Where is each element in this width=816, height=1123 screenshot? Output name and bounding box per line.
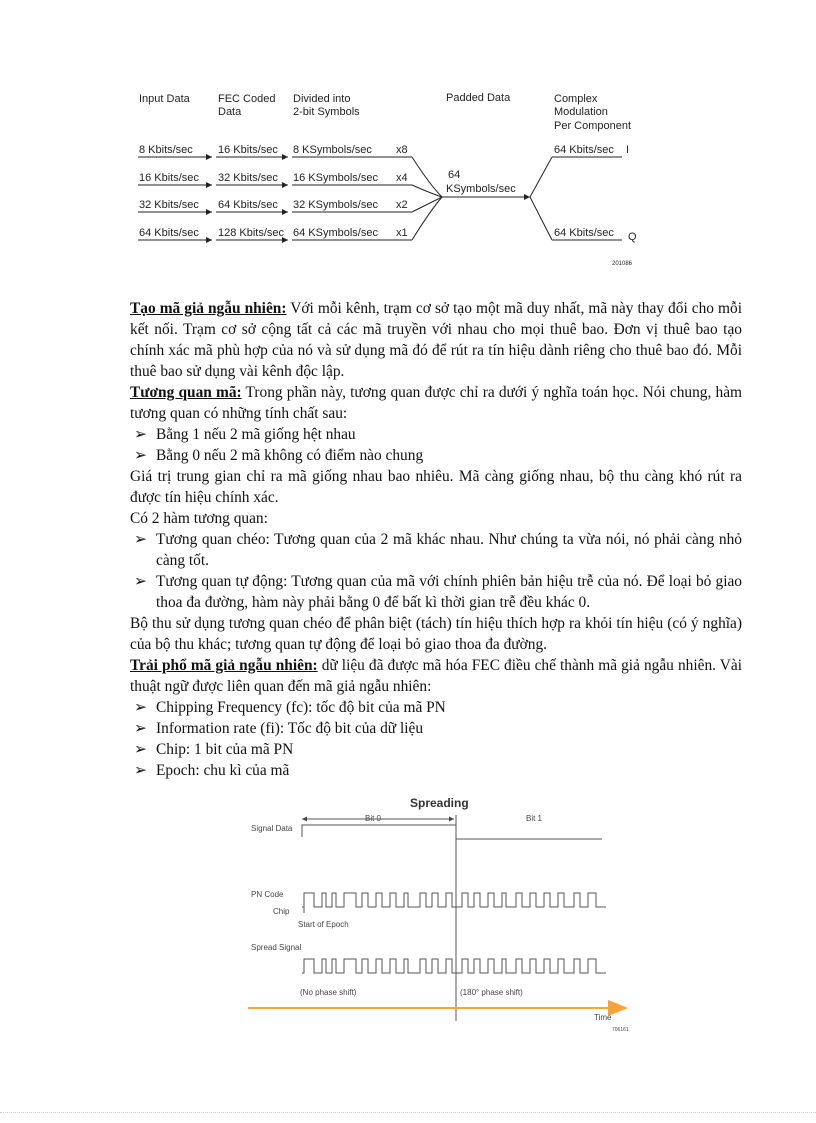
bullet-text: Tương quan chéo: Tương quan của 2 mã khác nhau. Như chúng ta vừa nói, nó phải càng nhỏ càng tốt.	[156, 531, 742, 569]
row-input: 64 Kbits/sec	[139, 227, 199, 239]
q-rate: 64 Kbits/sec	[554, 227, 614, 239]
q-label: Q	[628, 231, 637, 243]
paragraph-text: Trong phần này, tương quan được chỉ ra dưới ý nghĩa toán học. Nói chung, hàm tương quan có những tính chất sau:	[130, 384, 743, 422]
bullet-item	[130, 760, 742, 781]
arrow-bullet-icon: ➢	[134, 699, 147, 716]
row-mult: x1	[396, 227, 408, 239]
row-fec: 32 Kbits/sec	[218, 172, 278, 184]
bit1-label: Bit 1	[526, 814, 543, 823]
header-padded: Padded Data	[446, 92, 511, 104]
arrow-bullet-icon: ➢	[134, 573, 147, 590]
bullet-text: Chip: 1 bit của mã PN	[156, 741, 294, 758]
bullet-text: Tương quan tự động: Tương quan của mã với chính phiên bản hiệu trễ của nó. Để loại bỏ giao thoa đa đường, hàm này phải bằng 0 để bất kì thời gian trễ đều khác 0.	[156, 573, 742, 611]
bullet-item	[130, 739, 742, 760]
paragraph: Giá trị trung gian chỉ ra mã giống nhau bao nhiêu. Mã càng giống nhau, bộ thu càng khó rút ra được tín hiệu chính xác.	[130, 468, 742, 506]
header-fec-line2: Data	[218, 106, 242, 118]
bullet-item	[130, 529, 742, 571]
page-bottom-border	[0, 1112, 816, 1113]
header-divided-line1: Divided into	[293, 93, 351, 105]
data-rate-diagram	[130, 85, 650, 275]
pn-code-waveform	[302, 893, 606, 907]
header-complex-line3: Per Component	[554, 120, 632, 132]
i-label: I	[626, 144, 630, 156]
padded-rate-line1: 64	[448, 169, 461, 181]
bullet-text: Chipping Frequency (fc): tốc độ bit của mã PN	[156, 699, 446, 716]
arrow-bullet-icon: ➢	[134, 426, 147, 443]
paragraph	[130, 382, 742, 424]
time-label: Time	[594, 1013, 612, 1022]
spreading-title: Spreading	[410, 796, 469, 810]
body-text	[130, 298, 742, 781]
bullet-text: Bằng 1 nếu 2 mã giống hệt nhau	[156, 426, 356, 443]
bullet-item	[130, 718, 742, 739]
arrow-bullet-icon: ➢	[134, 762, 147, 779]
row-fec: 64 Kbits/sec	[218, 199, 278, 211]
header-complex-line2: Modulation	[554, 106, 608, 118]
bullet-text: Bằng 0 nếu 2 mã không có điểm nào chung	[156, 447, 424, 464]
header-input-data: Input Data	[139, 93, 190, 105]
row-symbols: 64 KSymbols/sec	[293, 227, 378, 239]
row-symbols: 16 KSymbols/sec	[293, 172, 378, 184]
section-heading: Tạo mã giả ngẫu nhiên:	[130, 300, 287, 317]
arrow-bullet-icon: ➢	[134, 720, 147, 737]
paragraph	[130, 655, 742, 697]
i-rate: 64 Kbits/sec	[554, 144, 614, 156]
bullet-item	[130, 697, 742, 718]
arrow-bullet-icon: ➢	[134, 447, 147, 464]
spread-signal-waveform	[302, 959, 606, 973]
bullet-item	[130, 424, 742, 445]
bullet-text: Information rate (fi): Tốc độ bit của dữ liệu	[156, 720, 424, 737]
flow-lines	[138, 157, 622, 240]
bullet-item	[130, 445, 742, 466]
chip-label: Chip	[273, 907, 290, 916]
row-input: 16 Kbits/sec	[139, 172, 199, 184]
row-fec: 128 Kbits/sec	[218, 227, 285, 239]
bullet-item	[130, 571, 742, 613]
header-fec-line1: FEC Coded	[218, 93, 276, 105]
figure-id: 201086	[612, 261, 633, 267]
signal-data-label: Signal Data	[251, 824, 293, 833]
arrow-bullet-icon: ➢	[134, 531, 147, 548]
row-symbols: 32 KSymbols/sec	[293, 199, 378, 211]
row-input: 32 Kbits/sec	[139, 199, 199, 211]
figure-id: 706161	[612, 1027, 629, 1033]
row-mult: x8	[396, 144, 408, 156]
bullet-text: Epoch: chu kì của mã	[156, 762, 290, 779]
section-heading: Tương quan mã:	[130, 384, 242, 401]
bit0-label: Bit 0	[365, 814, 382, 823]
pn-code-label: PN Code	[251, 890, 284, 899]
section-heading: Trải phổ mã giả ngẫu nhiên:	[130, 657, 318, 674]
paragraph: Bộ thu sử dụng tương quan chéo để phân biệt (tách) tín hiệu thích hợp ra khỏi tín hiệu (có ý nghĩa) của bộ thu khác; tương quan tự động để loại bỏ giao thoa đa đường.	[130, 615, 742, 653]
paragraph: Có 2 hàm tương quan:	[130, 510, 268, 527]
no-phase-shift-label: (No phase shift)	[300, 988, 357, 997]
paragraph-text: Với mỗi kênh, trạm cơ sở tạo một mã duy nhất, mã này thay đổi cho mỗi kết nối. Trạm cơ sở cộng tất cả các mã truyền với nhau cho mọi thuê bao. Đơn vị thuê bao tạo chính xác mã phù hợp của nó và sử dụng mã đó để rút ra tín hiệu dành riêng cho thuê bao đó. Mỗi thuê bao sử dụng vài kênh độc lập.	[130, 300, 742, 380]
row-mult: x2	[396, 199, 408, 211]
phase-shift-label: (180° phase shift)	[460, 988, 523, 997]
arrow-bullet-icon: ➢	[134, 741, 147, 758]
row-mult: x4	[396, 172, 408, 184]
header-divided-line2: 2-bit Symbols	[293, 106, 360, 118]
row-fec: 16 Kbits/sec	[218, 144, 278, 156]
row-symbols: 8 KSymbols/sec	[293, 144, 372, 156]
paragraph	[130, 298, 742, 382]
start-epoch-label: Start of Epoch	[298, 920, 349, 929]
padded-rate-line2: KSymbols/sec	[446, 183, 516, 195]
paragraph-text: dữ liệu đã được mã hóa FEC điều chế thành mã giả ngẫu nhiên. Vài thuật ngữ được liên quan đến mã giả ngẫu nhiên:	[130, 657, 742, 695]
spreading-diagram	[240, 793, 640, 1033]
spread-signal-label: Spread Signal	[251, 943, 302, 952]
header-complex-line1: Complex	[554, 93, 598, 105]
row-input: 8 Kbits/sec	[139, 144, 193, 156]
signal-data-waveform	[302, 825, 602, 839]
